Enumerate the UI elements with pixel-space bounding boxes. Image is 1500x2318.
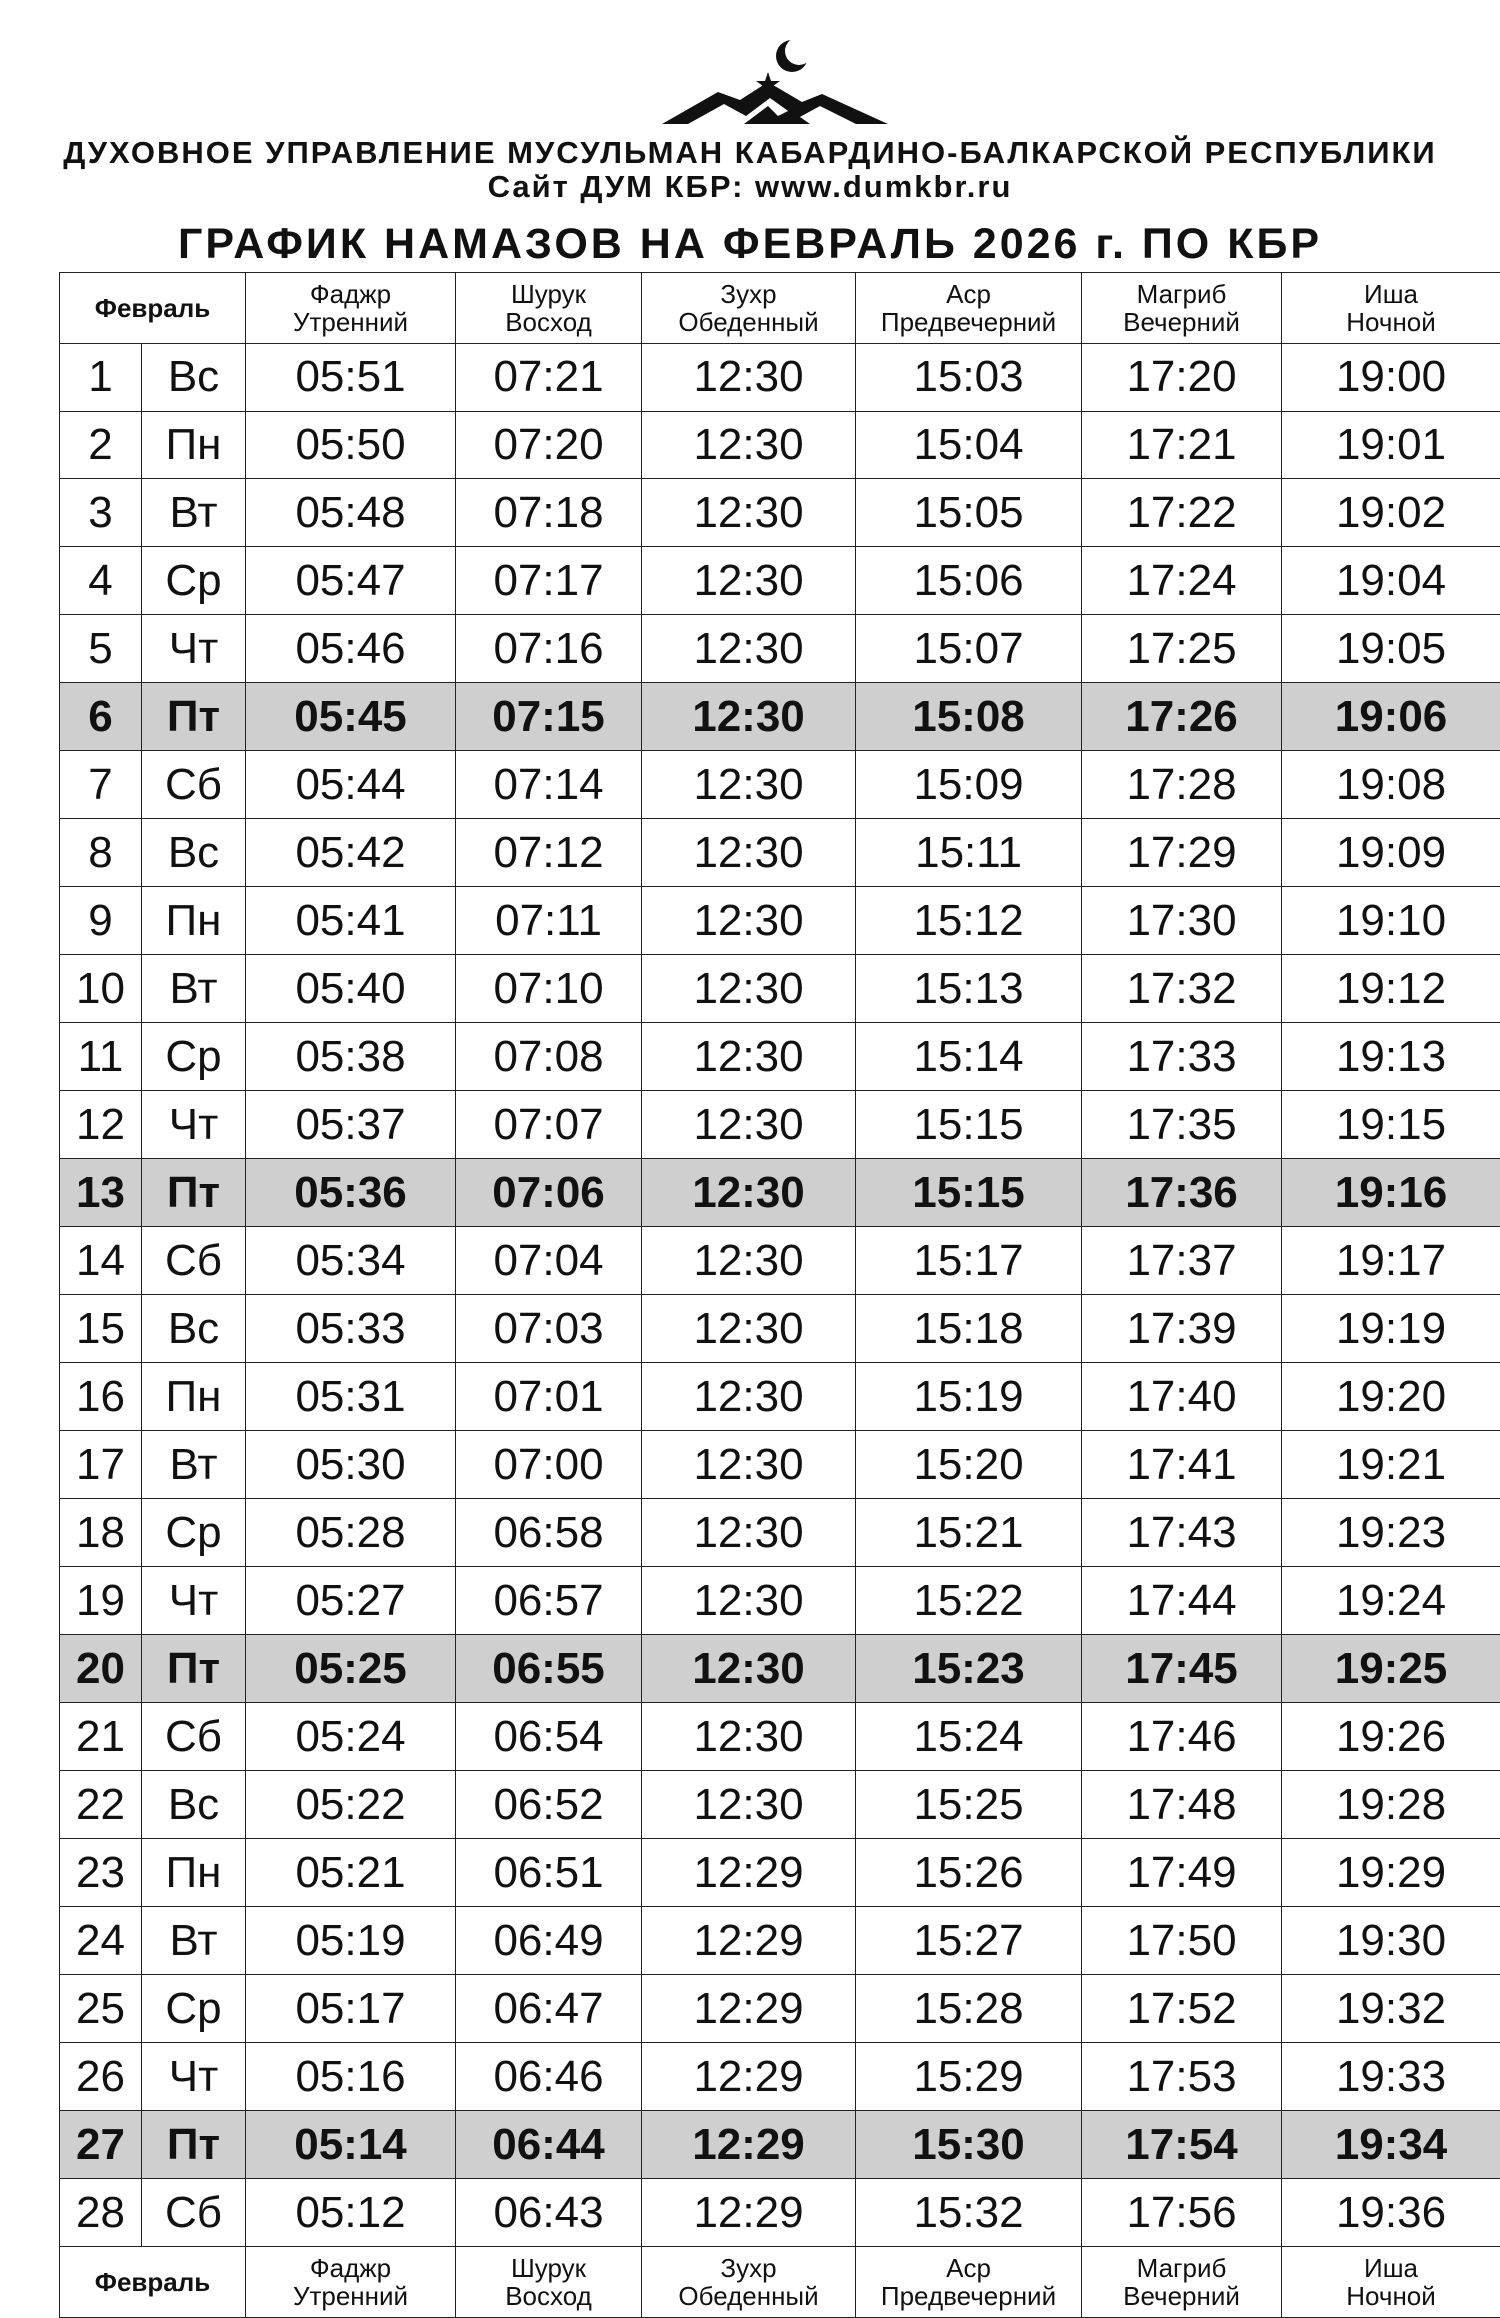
maghrib-cell: 17:48 — [1082, 1771, 1282, 1839]
table-row — [60, 1567, 1500, 1635]
header-isha — [1282, 273, 1500, 344]
maghrib-cell: 17:56 — [1082, 2179, 1282, 2247]
shuruk-cell: 07:01 — [456, 1363, 642, 1431]
table-row — [60, 411, 1500, 479]
asr-cell: 15:27 — [856, 1907, 1082, 1975]
fajr-cell: 05:14 — [246, 2111, 456, 2179]
fajr-cell: 05:41 — [246, 887, 456, 955]
fajr-cell: 05:44 — [246, 751, 456, 819]
header-isha-name: Иша — [1364, 278, 1419, 309]
fajr-cell: 05:48 — [246, 479, 456, 547]
asr-cell: 15:24 — [856, 1703, 1082, 1771]
shuruk-cell: 06:52 — [456, 1771, 642, 1839]
table-row — [60, 1499, 1500, 1567]
asr-cell: 15:20 — [856, 1431, 1082, 1499]
table-row — [60, 1363, 1500, 1431]
maghrib-cell: 17:49 — [1082, 1839, 1282, 1907]
table-row — [60, 1703, 1500, 1771]
weekday-cell: Ср — [142, 1023, 246, 1091]
weekday-cell: Сб — [142, 751, 246, 819]
isha-cell: 19:29 — [1282, 1839, 1500, 1907]
day-cell: 16 — [60, 1363, 142, 1431]
fajr-cell: 05:46 — [246, 615, 456, 683]
isha-cell: 19:16 — [1282, 1159, 1500, 1227]
table-header-row — [60, 273, 1500, 344]
weekday-cell: Пт — [142, 1159, 246, 1227]
fajr-cell: 05:40 — [246, 955, 456, 1023]
weekday-cell: Пн — [142, 411, 246, 479]
shuruk-cell: 07:14 — [456, 751, 642, 819]
maghrib-cell: 17:52 — [1082, 1975, 1282, 2043]
day-cell: 26 — [60, 2043, 142, 2111]
isha-cell: 19:25 — [1282, 1635, 1500, 1703]
day-cell: 18 — [60, 1499, 142, 1567]
isha-cell: 19:04 — [1282, 547, 1500, 615]
footer-maghrib-name: Магриб — [1136, 2253, 1227, 2284]
maghrib-cell: 17:40 — [1082, 1363, 1282, 1431]
day-cell: 9 — [60, 887, 142, 955]
day-cell: 10 — [60, 955, 142, 1023]
asr-cell: 15:22 — [856, 1567, 1082, 1635]
asr-cell: 15:05 — [856, 479, 1082, 547]
zuhr-cell: 12:30 — [642, 547, 856, 615]
mountain-crescent-star-logo — [660, 36, 890, 128]
isha-cell: 19:15 — [1282, 1091, 1500, 1159]
zuhr-cell: 12:30 — [642, 683, 856, 751]
maghrib-cell: 17:20 — [1082, 343, 1282, 411]
zuhr-cell: 12:29 — [642, 2111, 856, 2179]
zuhr-cell: 12:30 — [642, 1091, 856, 1159]
maghrib-cell: 17:30 — [1082, 887, 1282, 955]
day-cell: 1 — [60, 343, 142, 411]
day-cell: 7 — [60, 751, 142, 819]
isha-cell: 19:20 — [1282, 1363, 1500, 1431]
weekday-cell: Чт — [142, 615, 246, 683]
isha-cell: 19:34 — [1282, 2111, 1500, 2179]
footer-month: Февраль — [60, 2247, 246, 2318]
zuhr-cell: 12:30 — [642, 1499, 856, 1567]
fajr-cell: 05:38 — [246, 1023, 456, 1091]
day-cell: 20 — [60, 1635, 142, 1703]
shuruk-cell: 07:18 — [456, 479, 642, 547]
day-cell: 24 — [60, 1907, 142, 1975]
fajr-cell: 05:31 — [246, 1363, 456, 1431]
site-link: Сайт ДУМ КБР: www.dumkbr.ru — [487, 169, 1013, 204]
table-footer-header-row — [60, 2247, 1500, 2318]
isha-cell: 19:19 — [1282, 1295, 1500, 1363]
day-cell: 23 — [60, 1839, 142, 1907]
day-cell: 13 — [60, 1159, 142, 1227]
maghrib-cell: 17:50 — [1082, 1907, 1282, 1975]
asr-cell: 15:29 — [856, 2043, 1082, 2111]
weekday-cell: Пт — [142, 2111, 246, 2179]
header-zuhr — [642, 273, 856, 344]
zuhr-cell: 12:30 — [642, 1227, 856, 1295]
zuhr-cell: 12:30 — [642, 1295, 856, 1363]
schedule-title: ГРАФИК НАМАЗОВ НА ФЕВРАЛЬ 2026 г. ПО КБР — [177, 220, 1323, 268]
table-row — [60, 955, 1500, 1023]
day-cell: 22 — [60, 1771, 142, 1839]
shuruk-cell: 07:10 — [456, 955, 642, 1023]
maghrib-cell: 17:24 — [1082, 547, 1282, 615]
isha-cell: 19:08 — [1282, 751, 1500, 819]
shuruk-cell: 07:03 — [456, 1295, 642, 1363]
zuhr-cell: 12:30 — [642, 1703, 856, 1771]
fajr-cell: 05:50 — [246, 411, 456, 479]
weekday-cell: Сб — [142, 1227, 246, 1295]
footer-asr-sub: Предвечерний — [880, 2281, 1057, 2312]
table-row — [60, 1295, 1500, 1363]
table-row — [60, 1431, 1500, 1499]
asr-cell: 15:03 — [856, 343, 1082, 411]
isha-cell: 19:26 — [1282, 1703, 1500, 1771]
weekday-cell: Вт — [142, 955, 246, 1023]
maghrib-cell: 17:21 — [1082, 411, 1282, 479]
maghrib-cell: 17:33 — [1082, 1023, 1282, 1091]
weekday-cell: Чт — [142, 1567, 246, 1635]
table-row — [60, 1159, 1500, 1227]
asr-cell: 15:19 — [856, 1363, 1082, 1431]
table-row — [60, 751, 1500, 819]
fajr-cell: 05:21 — [246, 1839, 456, 1907]
footer-asr-name: Аср — [946, 2253, 991, 2284]
asr-cell: 15:30 — [856, 2111, 1082, 2179]
isha-cell: 19:33 — [1282, 2043, 1500, 2111]
asr-cell: 15:07 — [856, 615, 1082, 683]
footer-shuruk-sub: Восход — [505, 2281, 592, 2312]
footer-isha-sub: Ночной — [1346, 2281, 1436, 2312]
maghrib-cell: 17:53 — [1082, 2043, 1282, 2111]
zuhr-cell: 12:30 — [642, 343, 856, 411]
fajr-cell: 05:30 — [246, 1431, 456, 1499]
zuhr-cell: 12:30 — [642, 1023, 856, 1091]
table-row — [60, 1771, 1500, 1839]
zuhr-cell: 12:30 — [642, 1567, 856, 1635]
day-cell: 4 — [60, 547, 142, 615]
asr-cell: 15:23 — [856, 1635, 1082, 1703]
asr-cell: 15:26 — [856, 1839, 1082, 1907]
asr-cell: 15:17 — [856, 1227, 1082, 1295]
isha-cell: 19:02 — [1282, 479, 1500, 547]
fajr-cell: 05:51 — [246, 343, 456, 411]
day-cell: 11 — [60, 1023, 142, 1091]
maghrib-cell: 17:26 — [1082, 683, 1282, 751]
maghrib-cell: 17:41 — [1082, 1431, 1282, 1499]
zuhr-cell: 12:30 — [642, 615, 856, 683]
footer-fajr — [246, 2247, 456, 2318]
shuruk-cell: 06:55 — [456, 1635, 642, 1703]
header-shuruk-sub: Восход — [505, 306, 592, 337]
weekday-cell: Вт — [142, 1907, 246, 1975]
footer-fajr-name: Фаджр — [309, 2253, 392, 2284]
header-maghrib — [1082, 273, 1282, 344]
footer-zuhr-sub: Обеденный — [678, 2281, 819, 2312]
header-zuhr-name: Зухр — [720, 278, 777, 309]
day-cell: 17 — [60, 1431, 142, 1499]
table-row — [60, 1975, 1500, 2043]
footer-maghrib-sub: Вечерний — [1123, 2281, 1240, 2312]
weekday-cell: Вс — [142, 1295, 246, 1363]
footer-asr — [856, 2247, 1082, 2318]
fajr-cell: 05:12 — [246, 2179, 456, 2247]
footer-zuhr-name: Зухр — [720, 2253, 777, 2284]
zuhr-cell: 12:30 — [642, 1635, 856, 1703]
isha-cell: 19:00 — [1282, 343, 1500, 411]
maghrib-cell: 17:32 — [1082, 955, 1282, 1023]
zuhr-cell: 12:30 — [642, 955, 856, 1023]
isha-cell: 19:28 — [1282, 1771, 1500, 1839]
fajr-cell: 05:42 — [246, 819, 456, 887]
asr-cell: 15:12 — [856, 887, 1082, 955]
maghrib-cell: 17:46 — [1082, 1703, 1282, 1771]
weekday-cell: Пт — [142, 683, 246, 751]
shuruk-cell: 06:58 — [456, 1499, 642, 1567]
asr-cell: 15:11 — [856, 819, 1082, 887]
table-row — [60, 2111, 1500, 2179]
header-maghrib-name: Магриб — [1136, 278, 1227, 309]
fajr-cell: 05:33 — [246, 1295, 456, 1363]
table-row — [60, 887, 1500, 955]
table-row — [60, 615, 1500, 683]
asr-cell: 15:25 — [856, 1771, 1082, 1839]
shuruk-cell: 06:46 — [456, 2043, 642, 2111]
footer-zuhr — [642, 2247, 856, 2318]
maghrib-cell: 17:25 — [1082, 615, 1282, 683]
maghrib-cell: 17:39 — [1082, 1295, 1282, 1363]
day-cell: 12 — [60, 1091, 142, 1159]
day-cell: 3 — [60, 479, 142, 547]
table-row — [60, 479, 1500, 547]
asr-cell: 15:28 — [856, 1975, 1082, 2043]
shuruk-cell: 07:21 — [456, 343, 642, 411]
shuruk-cell: 06:54 — [456, 1703, 642, 1771]
weekday-cell: Чт — [142, 1091, 246, 1159]
zuhr-cell: 12:29 — [642, 2179, 856, 2247]
asr-cell: 15:15 — [856, 1159, 1082, 1227]
isha-cell: 19:13 — [1282, 1023, 1500, 1091]
header-shuruk-name: Шурук — [510, 278, 587, 309]
table-row — [60, 1907, 1500, 1975]
fajr-cell: 05:34 — [246, 1227, 456, 1295]
day-cell: 6 — [60, 683, 142, 751]
asr-cell: 15:06 — [856, 547, 1082, 615]
day-cell: 5 — [60, 615, 142, 683]
weekday-cell: Сб — [142, 1703, 246, 1771]
zuhr-cell: 12:30 — [642, 411, 856, 479]
day-cell: 28 — [60, 2179, 142, 2247]
isha-cell: 19:23 — [1282, 1499, 1500, 1567]
shuruk-cell: 07:08 — [456, 1023, 642, 1091]
weekday-cell: Ср — [142, 1975, 246, 2043]
weekday-cell: Вс — [142, 819, 246, 887]
day-cell: 8 — [60, 819, 142, 887]
table-row — [60, 1091, 1500, 1159]
fajr-cell: 05:45 — [246, 683, 456, 751]
shuruk-cell: 07:15 — [456, 683, 642, 751]
weekday-cell: Ср — [142, 547, 246, 615]
maghrib-cell: 17:44 — [1082, 1567, 1282, 1635]
asr-cell: 15:15 — [856, 1091, 1082, 1159]
weekday-cell: Пн — [142, 1839, 246, 1907]
table-row — [60, 547, 1500, 615]
shuruk-cell: 07:06 — [456, 1159, 642, 1227]
zuhr-cell: 12:29 — [642, 1975, 856, 2043]
footer-shuruk-name: Шурук — [510, 2253, 587, 2284]
maghrib-cell: 17:36 — [1082, 1159, 1282, 1227]
fajr-cell: 05:17 — [246, 1975, 456, 2043]
weekday-cell: Сб — [142, 2179, 246, 2247]
zuhr-cell: 12:29 — [642, 2043, 856, 2111]
table-row — [60, 683, 1500, 751]
footer-fajr-sub: Утренний — [292, 2281, 409, 2312]
isha-cell: 19:09 — [1282, 819, 1500, 887]
header-zuhr-sub: Обеденный — [678, 306, 819, 337]
fajr-cell: 05:22 — [246, 1771, 456, 1839]
maghrib-cell: 17:43 — [1082, 1499, 1282, 1567]
shuruk-cell: 07:17 — [456, 547, 642, 615]
shuruk-cell: 07:00 — [456, 1431, 642, 1499]
shuruk-cell: 06:57 — [456, 1567, 642, 1635]
asr-cell: 15:14 — [856, 1023, 1082, 1091]
fajr-cell: 05:19 — [246, 1907, 456, 1975]
asr-cell: 15:21 — [856, 1499, 1082, 1567]
table-row — [60, 1635, 1500, 1703]
fajr-cell: 05:37 — [246, 1091, 456, 1159]
shuruk-cell: 06:44 — [456, 2111, 642, 2179]
shuruk-cell: 07:16 — [456, 615, 642, 683]
header-fajr-sub: Утренний — [292, 306, 409, 337]
shuruk-cell: 07:11 — [456, 887, 642, 955]
maghrib-cell: 17:28 — [1082, 751, 1282, 819]
header-fajr — [246, 273, 456, 344]
header-maghrib-sub: Вечерний — [1123, 306, 1240, 337]
isha-cell: 19:12 — [1282, 955, 1500, 1023]
shuruk-cell: 06:43 — [456, 2179, 642, 2247]
fajr-cell: 05:36 — [246, 1159, 456, 1227]
day-cell: 19 — [60, 1567, 142, 1635]
zuhr-cell: 12:30 — [642, 479, 856, 547]
zuhr-cell: 12:29 — [642, 1907, 856, 1975]
maghrib-cell: 17:22 — [1082, 479, 1282, 547]
zuhr-cell: 12:30 — [642, 819, 856, 887]
isha-cell: 19:32 — [1282, 1975, 1500, 2043]
weekday-cell: Пн — [142, 887, 246, 955]
table-row — [60, 343, 1500, 411]
zuhr-cell: 12:30 — [642, 1159, 856, 1227]
shuruk-cell: 07:07 — [456, 1091, 642, 1159]
footer-isha-name: Иша — [1364, 2253, 1419, 2284]
maghrib-cell: 17:35 — [1082, 1091, 1282, 1159]
weekday-cell: Вс — [142, 1771, 246, 1839]
day-cell: 27 — [60, 2111, 142, 2179]
weekday-cell: Пт — [142, 1635, 246, 1703]
fajr-cell: 05:16 — [246, 2043, 456, 2111]
isha-cell: 19:01 — [1282, 411, 1500, 479]
organization-name: ДУХОВНОЕ УПРАВЛЕНИЕ МУСУЛЬМАН КАБАРДИНО-БАЛКАРСКОЙ РЕСПУБЛИКИ — [63, 135, 1437, 170]
isha-cell: 19:06 — [1282, 683, 1500, 751]
isha-cell: 19:24 — [1282, 1567, 1500, 1635]
weekday-cell: Вт — [142, 479, 246, 547]
header-shuruk — [456, 273, 642, 344]
maghrib-cell: 17:37 — [1082, 1227, 1282, 1295]
header-isha-sub: Ночной — [1346, 306, 1436, 337]
isha-cell: 19:05 — [1282, 615, 1500, 683]
weekday-cell: Пн — [142, 1363, 246, 1431]
isha-cell: 19:30 — [1282, 1907, 1500, 1975]
weekday-cell: Вт — [142, 1431, 246, 1499]
maghrib-cell: 17:29 — [1082, 819, 1282, 887]
fajr-cell: 05:47 — [246, 547, 456, 615]
table-row — [60, 1227, 1500, 1295]
header-asr-sub: Предвечерний — [880, 306, 1057, 337]
header-fajr-name: Фаджр — [309, 278, 392, 309]
header-asr — [856, 273, 1082, 344]
maghrib-cell: 17:54 — [1082, 2111, 1282, 2179]
table-row — [60, 2043, 1500, 2111]
weekday-cell: Вс — [142, 343, 246, 411]
day-cell: 25 — [60, 1975, 142, 2043]
asr-cell: 15:13 — [856, 955, 1082, 1023]
shuruk-cell: 06:51 — [456, 1839, 642, 1907]
shuruk-cell: 07:12 — [456, 819, 642, 887]
isha-cell: 19:17 — [1282, 1227, 1500, 1295]
shuruk-cell: 06:49 — [456, 1907, 642, 1975]
day-cell: 15 — [60, 1295, 142, 1363]
asr-cell: 15:08 — [856, 683, 1082, 751]
shuruk-cell: 07:20 — [456, 411, 642, 479]
table-row — [60, 2179, 1500, 2247]
footer-shuruk — [456, 2247, 642, 2318]
isha-cell: 19:36 — [1282, 2179, 1500, 2247]
table-row — [60, 1023, 1500, 1091]
day-cell: 21 — [60, 1703, 142, 1771]
fajr-cell: 05:25 — [246, 1635, 456, 1703]
weekday-cell: Чт — [142, 2043, 246, 2111]
asr-cell: 15:04 — [856, 411, 1082, 479]
asr-cell: 15:09 — [856, 751, 1082, 819]
zuhr-cell: 12:30 — [642, 751, 856, 819]
day-cell: 14 — [60, 1227, 142, 1295]
maghrib-cell: 17:45 — [1082, 1635, 1282, 1703]
weekday-cell: Ср — [142, 1499, 246, 1567]
fajr-cell: 05:28 — [246, 1499, 456, 1567]
footer-maghrib — [1082, 2247, 1282, 2318]
zuhr-cell: 12:30 — [642, 1771, 856, 1839]
fajr-cell: 05:24 — [246, 1703, 456, 1771]
asr-cell: 15:32 — [856, 2179, 1082, 2247]
day-cell: 2 — [60, 411, 142, 479]
shuruk-cell: 07:04 — [456, 1227, 642, 1295]
fajr-cell: 05:27 — [246, 1567, 456, 1635]
asr-cell: 15:18 — [856, 1295, 1082, 1363]
shuruk-cell: 06:47 — [456, 1975, 642, 2043]
zuhr-cell: 12:30 — [642, 1363, 856, 1431]
zuhr-cell: 12:30 — [642, 887, 856, 955]
zuhr-cell: 12:30 — [642, 1431, 856, 1499]
isha-cell: 19:10 — [1282, 887, 1500, 955]
table-row — [60, 1839, 1500, 1907]
table-row — [60, 819, 1500, 887]
footer-isha — [1282, 2247, 1500, 2318]
prayer-times-table — [59, 272, 1500, 2318]
header-asr-name: Аср — [946, 278, 991, 309]
zuhr-cell: 12:29 — [642, 1839, 856, 1907]
isha-cell: 19:21 — [1282, 1431, 1500, 1499]
header-month: Февраль — [60, 273, 246, 344]
